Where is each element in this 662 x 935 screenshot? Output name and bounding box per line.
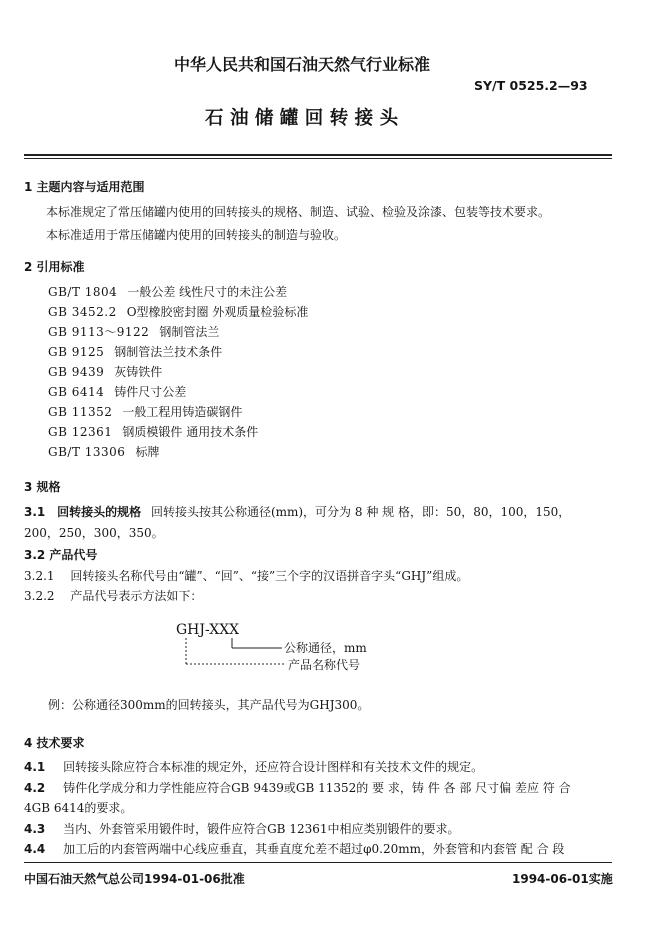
section-3-heading: 3 规格: [24, 480, 61, 494]
reference-item: [48, 383, 186, 400]
reference-item: [48, 283, 287, 300]
product-code-label-size: 公称通径，mm: [284, 641, 367, 655]
reference-code: GB 9439: [48, 365, 105, 379]
clause-number: 3.2.2: [24, 589, 55, 603]
reference-item: [48, 423, 258, 440]
implementation-date: 1994-06-01实施: [512, 872, 613, 886]
clause-3-1-continuation: 200，250，300，350。: [24, 526, 164, 540]
clause-number: 4.2: [24, 781, 46, 795]
clause-3-1: [24, 503, 570, 520]
reference-code: GB 6414: [48, 385, 105, 399]
clause-bold-term: 回转接头的规格: [57, 505, 142, 519]
reference-code: GB 9113～9122: [48, 325, 150, 339]
header-rule-top: [24, 154, 612, 156]
reference-title: 铸件尺寸公差: [114, 385, 187, 399]
reference-item: [48, 403, 242, 420]
clause-text: 产品代号表示方法如下：: [70, 589, 203, 603]
reference-title: 标牌: [135, 445, 160, 459]
reference-code: GB/T 1804: [48, 285, 118, 299]
reference-title: 一般工程用铸造碳钢件: [122, 405, 243, 419]
clause-number: 4.3: [24, 822, 46, 836]
reference-title: 钢质模锻件 通用技术条件: [122, 425, 259, 439]
clause-text: 加工后的内套管两端中心线应垂直，其垂直度允差不超过φ0.20mm，外套管和内套管 配 合 段: [63, 842, 565, 856]
clause-number: 3.1: [24, 505, 46, 519]
reference-item: [48, 323, 219, 340]
clause-number: 4.4: [24, 842, 46, 856]
reference-title: 钢制管法兰技术条件: [114, 345, 223, 359]
clause-number: 3.2.1: [24, 569, 55, 583]
clause-4-3: [24, 820, 460, 837]
clause-text: 回转接头名称代号由“罐”、“回”、“接”三个字的汉语拼音字头“GHJ”组成。: [70, 569, 469, 583]
clause-4-1: [24, 758, 483, 775]
reference-code: GB 12361: [48, 425, 113, 439]
clause-text: 铸件化学成分和力学性能应符合GB 9439或GB 11352的 要 求，铸 件 各 部 尺寸偏 差应 符 合: [63, 781, 571, 795]
section-1-paragraph-1: 本标准规定了常压储罐内使用的回转接头的规格、制造、试验、检验及涂漆、包装等技术要求。: [46, 205, 551, 219]
product-code-pattern: GHJ-XXX: [176, 622, 240, 638]
product-code-label-name: 产品名称代号: [288, 658, 361, 672]
section-1-heading: 1 主题内容与适用范围: [24, 180, 145, 194]
reference-code: GB/T 13306: [48, 445, 126, 459]
clause-text: 回转接头除应符合本标准的规定外，还应符合设计图样和有关技术文件的规定。: [63, 760, 484, 774]
reference-item: [48, 343, 222, 360]
section-2-heading: 2 引用标准: [24, 260, 85, 274]
clause-4-4: [24, 840, 564, 857]
header-rule-bottom: [24, 158, 612, 159]
section-1-paragraph-2: 本标准适用于常压储罐内使用的回转接头的制造与验收。: [46, 228, 347, 242]
reference-code: GB 9125: [48, 345, 105, 359]
document-title: 石 油 储 罐 回 转 接 头: [205, 108, 399, 129]
reference-title: 钢制管法兰: [159, 325, 220, 339]
reference-item: [48, 363, 162, 380]
standard-code: SY/T 0525.2—93: [474, 78, 588, 93]
example-text: 例：公称通径300mm的回转接头，其产品代号为GHJ300。: [48, 698, 370, 712]
clause-number: 4.1: [24, 760, 46, 774]
clause-3-2-2: [24, 587, 202, 604]
clause-4-2-continuation: 4GB 6414的要求。: [24, 801, 133, 815]
clause-text: 回转接头按其公称通径(mm)，可分为 8 种 规 格，即：50，80，100，150，: [150, 505, 571, 519]
footer-rule: [24, 862, 612, 863]
standard-category: 中华人民共和国石油天然气行业标准: [174, 55, 431, 74]
reference-title: O型橡胶密封圈 外观质量检验标准: [126, 305, 309, 319]
reference-code: GB 11352: [48, 405, 113, 419]
reference-title: 一般公差 线性尺寸的未注公差: [127, 285, 288, 299]
approval-statement: 中国石油天然气总公司1994-01-06批准: [24, 872, 245, 886]
reference-code: GB 3452.2: [48, 305, 117, 319]
clause-4-2: [24, 779, 571, 796]
reference-item: [48, 443, 159, 460]
clause-text: 当内、外套管采用锻件时，锻件应符合GB 12361中相应类别锻件的要求。: [63, 822, 460, 836]
clause-3-2-1: [24, 567, 468, 584]
section-4-heading: 4 技术要求: [24, 736, 85, 750]
clause-3-2: 3.2 产品代号: [24, 548, 98, 562]
reference-title: 灰铸铁件: [114, 365, 163, 379]
reference-item: [48, 303, 308, 320]
